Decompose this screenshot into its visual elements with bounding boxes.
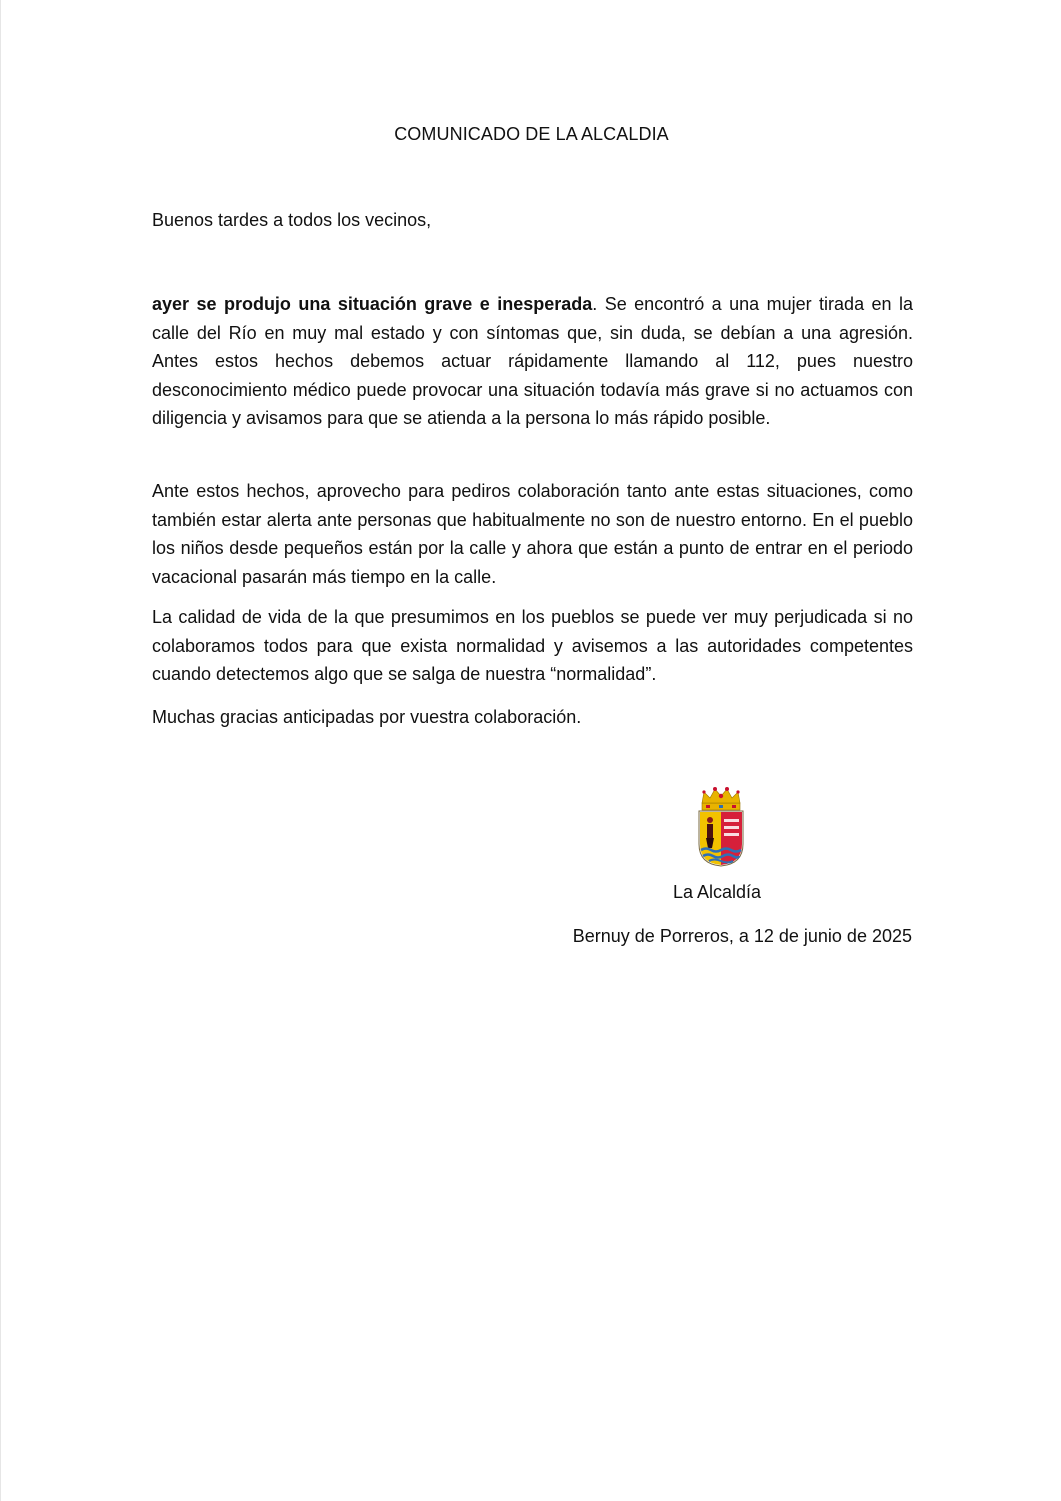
- paragraph-3: La calidad de vida de la que presumimos en los pueblos se puede ver muy perjudicada si no colaboramos todos para que exista normalidad y avisemos a las autoridades competentes cuando detectemos algo que se salga de nuestra “normalidad”.: [152, 607, 913, 684]
- dateline: Bernuy de Porreros, a 12 de junio de 2025: [572, 926, 912, 946]
- paragraph-1: [152, 290, 913, 433]
- document-title: COMUNICADO DE LA ALCALDIA: [394, 124, 669, 144]
- paragraph-1-body: . Se encontró a una mujer tirada en la calle del Río en muy mal estado y con síntomas que, sin duda, se debían a una agresión. Antes estos hechos debemos actuar rápidamente llamando al 112, pues nuestro desconocimiento médico puede provocar una situación todavía más grave si no actuamos con diligencia y avisamos para que se atienda a la persona lo más rápido posible.: [152, 294, 913, 428]
- greeting: Buenos tardes a todos los vecinos,: [152, 210, 432, 230]
- paragraph-4: Muchas gracias anticipadas por vuestra colaboración.: [152, 707, 582, 727]
- paragraph-2: Ante estos hechos, aprovecho para pediros colaboración tanto ante estas situaciones, como también estar alerta ante personas que habitualmente no son de nuestro entorno. En el pueblo los niños desde pequeños están por la calle y ahora que están a punto de entrar en el periodo vacacional pasarán más tiempo en la calle.: [152, 481, 913, 587]
- signature: La Alcaldía: [673, 882, 762, 902]
- coat-of-arms-icon: [695, 786, 747, 868]
- paragraph-1-bold-lead: ayer se produjo una situación grave e inesperada: [152, 294, 593, 314]
